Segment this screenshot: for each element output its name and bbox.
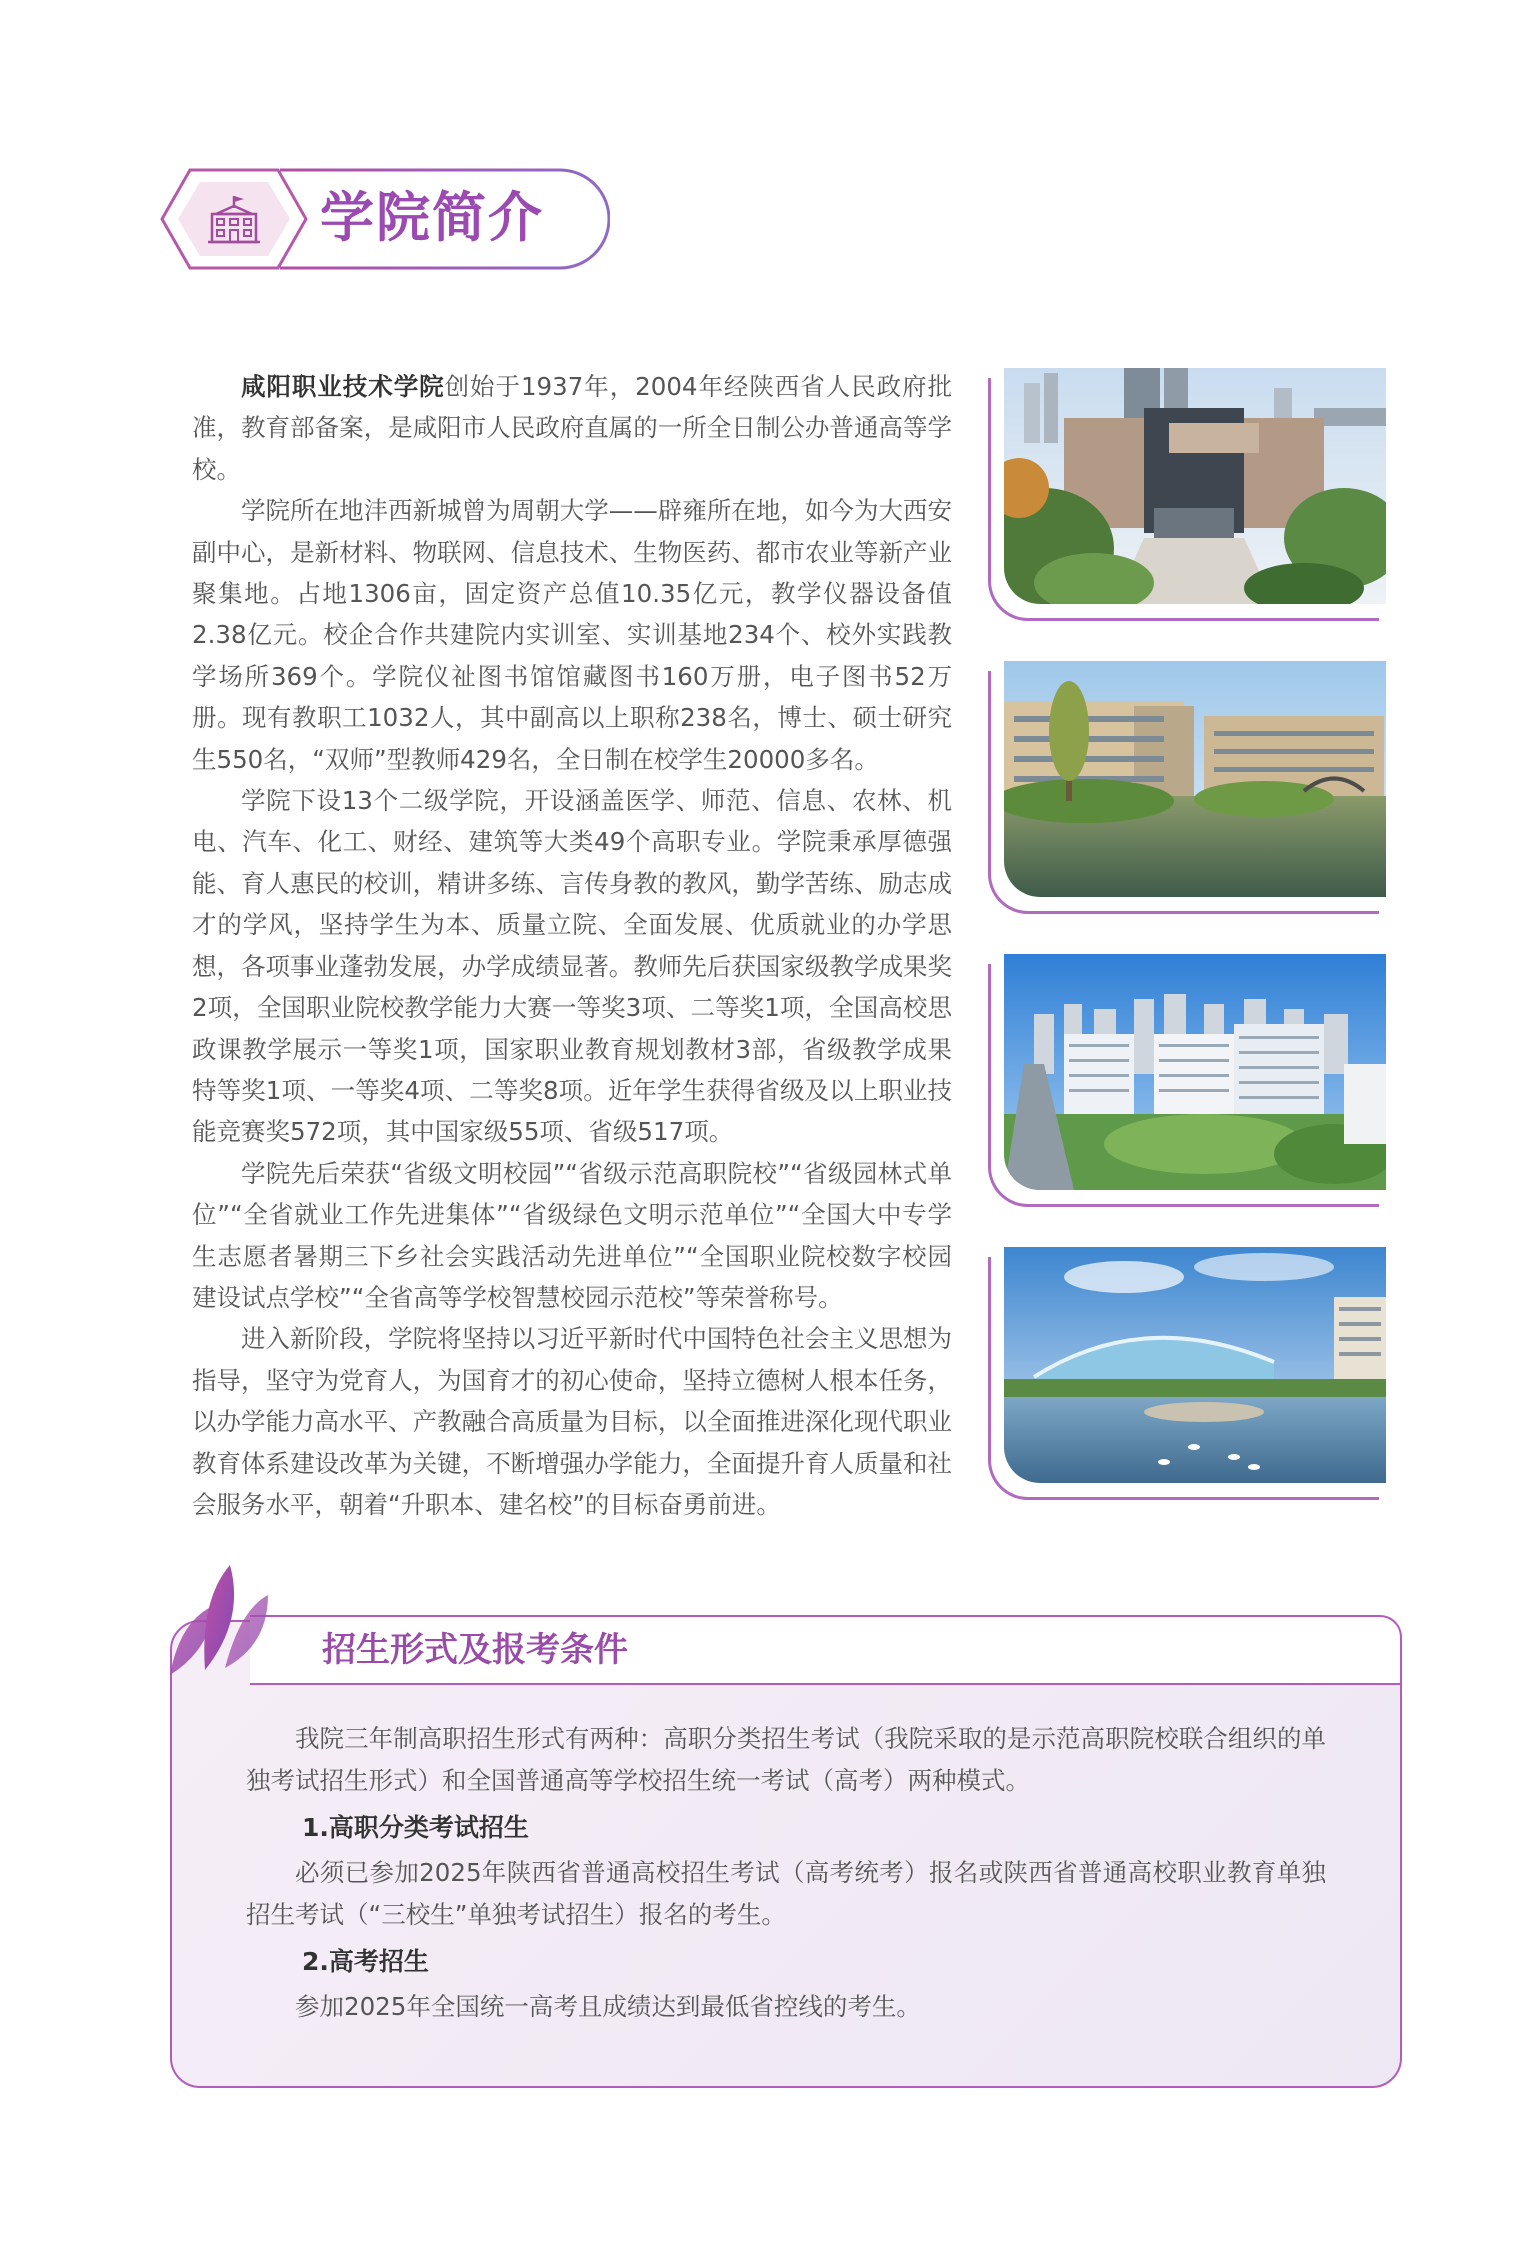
admission-title: 招生形式及报考条件	[322, 1630, 628, 1670]
intro-paragraph-4: 学院先后荣获“省级文明校园”“省级示范高职院校”“省级园林式单位”“全省就业工作先进集体”“省级绿色文明示范单位”“全国大中专学生志愿者暑期三下乡社会实践活动先进单位”“全国职业院校数字校园建设试点学校”“全省高等学校智慧校园示范校”等荣誉称号。	[192, 1158, 952, 1312]
intro-paragraph-2: 学院所在地沣西新城曾为周朝大学——辟雍所在地，如今为大西安副中心，是新材料、物联网、信息技术、生物医药、都市农业等新产业聚集地。占地1306亩，固定资产总值10.35亿元，教学仪器设备值2.38亿元。校企合作共建院内实训室、实训基地234个、校外实践教学场所369个。学院仪祉图书馆馆藏图书160万册，电子图书52万册。现有教职工1032人，其中副高以上职称238名，博士、硕士研究生550名，“双师”型教师429名，全日制在校学生20000多名。	[192, 496, 952, 774]
admission-item-2-body: 参加2025年全国统一高考且成绩达到最低省控线的考生。	[295, 1992, 921, 2021]
gymnasium-lake-photo	[1004, 1247, 1386, 1483]
admission-item-1-body: 必须已参加2025年陕西省普通高校招生考试（高考统考）报名或陕西省普通高校职业教育单独招生考试（“三校生”单独考试招生）报名的考生。	[246, 1858, 1326, 1929]
college-name: 咸阳职业技术学院	[241, 372, 445, 401]
campus-lake-buildings-photo	[1004, 661, 1386, 897]
section-header-intro	[160, 166, 610, 272]
intro-paragraph-3: 学院下设13个二级学院，开设涵盖医学、师范、信息、农林、机电、汽车、化工、财经、建筑等大类49个高职专业。学院秉承厚德强能、育人惠民的校训，精讲多练、言传身教的教风，勤学苦练、励志成才的学风，坚持学生为本、质量立院、全面发展、优质就业的办学思想，各项事业蓬勃发展，办学成绩显著。教师先后获国家级教学成果奖2项，全国职业院校教学能力大赛一等奖3项、二等奖1项，全国高校思政课教学展示一等奖1项，国家职业教育规划教材3部，省级教学成果特等奖1项、一等奖4项、二等奖8项。近年学生获得省级及以上职业技能竞赛奖572项，其中国家级55项、省级517项。	[192, 786, 952, 1147]
admission-intro: 我院三年制高职招生形式有两种：高职分类招生考试（我院采取的是示范高职院校联合组织的单独考试招生形式）和全国普通高等学校招生统一考试（高考）两种模式。	[246, 1724, 1326, 1795]
intro-paragraph-5: 进入新阶段，学院将坚持以习近平新时代中国特色社会主义思想为指导，坚守为党育人，为国育才的初心使命，坚持立德树人根本任务，以办学能力高水平、产教融合高质量为目标，以全面推进深化现代职业教育体系建设改革为关键，不断增强办学能力，全面提升育人质量和社会服务水平，朝着“升职本、建名校”的目标奋勇前进。	[192, 1324, 952, 1519]
intro-text	[192, 366, 952, 1525]
lotus-leaf-icon	[160, 1560, 280, 1684]
library-building-photo	[1004, 368, 1386, 604]
school-building-icon	[206, 192, 262, 248]
page-title: 学院简介	[320, 186, 544, 249]
intro-paragraph-1: 咸阳职业技术学院创始于1937年，2004年经陕西省人民政府批准，教育部备案，是咸阳市人民政府直属的一所全日制公办普通高等学校。	[192, 372, 953, 484]
admission-item-1-title: 1.高职分类考试招生	[302, 1813, 529, 1842]
admission-item-2-title: 2.高考招生	[302, 1947, 429, 1976]
admission-text	[246, 1718, 1326, 2028]
campus-aerial-photo	[1004, 954, 1386, 1190]
